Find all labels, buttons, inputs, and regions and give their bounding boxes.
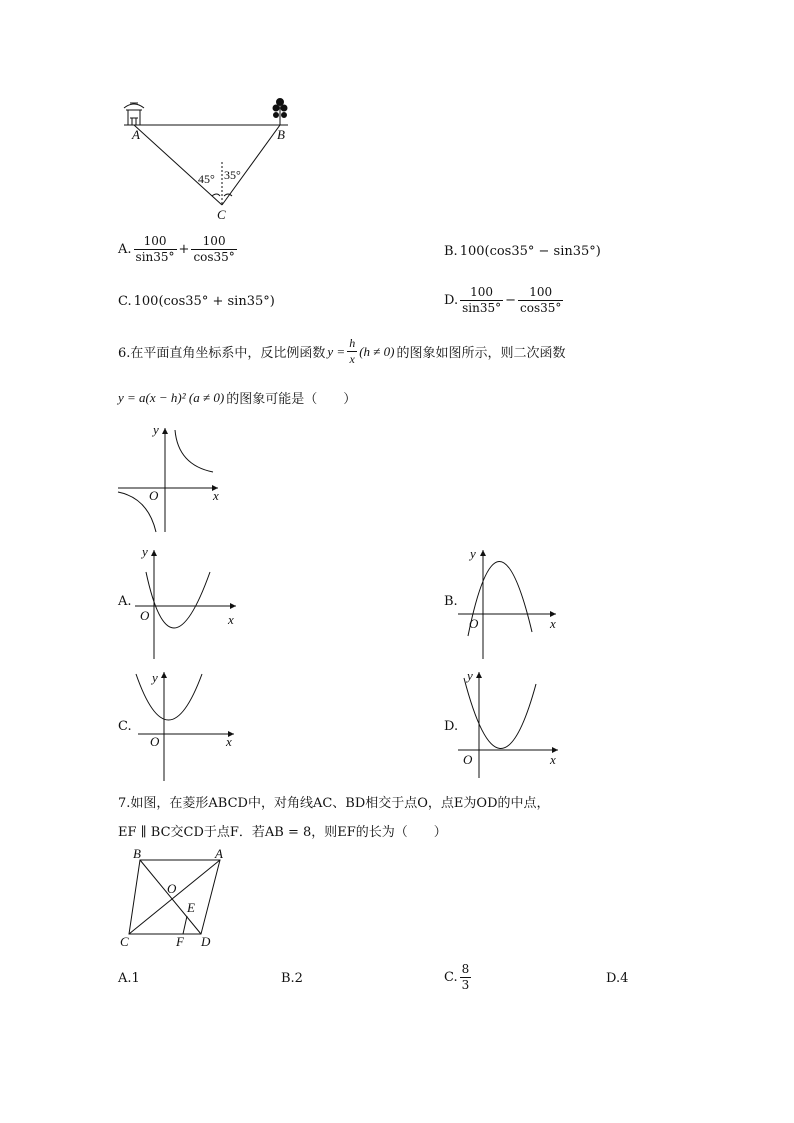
origin-label: O: [140, 608, 150, 623]
denominator: cos35°: [193, 250, 235, 264]
q5-label-b: B: [277, 127, 285, 142]
q6-hyperbola-graph: [118, 420, 228, 535]
line-bc: [222, 125, 280, 205]
vertex-a: A: [215, 846, 223, 861]
q6-option-c-graph: [130, 666, 245, 784]
option-letter: D.: [444, 293, 459, 308]
pavilion-icon: [124, 103, 144, 125]
q7-option-d: D.4: [606, 971, 629, 986]
origin-label: O: [150, 734, 160, 749]
q7-option-b: B.2: [281, 971, 303, 986]
numerator: 100: [191, 234, 236, 250]
q6-option-a-letter: A.: [118, 594, 132, 609]
fraction: [134, 234, 177, 265]
fraction: [460, 285, 503, 316]
fraction: [460, 962, 472, 993]
q7-rhombus-figure: [115, 846, 235, 951]
vertex-d: D: [201, 934, 211, 949]
point-o: O: [167, 881, 177, 896]
option-letter: C.: [444, 970, 458, 985]
q6-cond: (h ≠ 0): [359, 343, 395, 359]
q5-option-b: [444, 244, 601, 259]
q6-suffix: 的图象如图所示，则二次函数: [396, 346, 566, 361]
parabola: [146, 572, 210, 628]
q6-prefix: 6.在平面直角坐标系中，反比例函数: [118, 346, 326, 361]
operator: +: [178, 242, 190, 257]
diagonal-ac: [129, 860, 220, 934]
hyperbola-branch-1: [175, 430, 213, 472]
point-e: E: [187, 900, 195, 915]
q6-option-d-graph: [456, 666, 568, 784]
axis-x-label: x: [213, 488, 219, 503]
axis-y-label: y: [142, 544, 148, 559]
q6-line-2: [118, 388, 356, 407]
q7-option-a: A.1: [118, 971, 140, 986]
q6-suffix-2: 的图象可能是（ ）: [226, 392, 357, 407]
q7-option-c: [444, 962, 471, 993]
q7-line-2: EF ∥ BC交CD于点F．若AB = 8，则EF的长为（ ）: [118, 825, 447, 840]
q5-option-a: [118, 234, 237, 265]
origin-label: O: [469, 616, 479, 631]
fraction: [347, 336, 357, 367]
q5-option-d: [444, 285, 563, 316]
point-f: F: [176, 934, 184, 949]
fraction: [518, 285, 563, 316]
q5-label-c: C: [217, 207, 226, 222]
line-ac: [134, 125, 222, 205]
denominator: x: [349, 352, 355, 366]
option-letter: B.: [444, 244, 458, 259]
q6-option-b-letter: B.: [444, 594, 458, 609]
numerator: 100: [134, 234, 177, 250]
numerator: 100: [460, 285, 503, 301]
q6-option-a-graph: [130, 544, 245, 662]
origin-label: O: [463, 752, 473, 767]
q5-option-c: [118, 294, 275, 309]
axis-x-label: x: [550, 616, 556, 631]
tree-icon: [273, 99, 287, 126]
option-expr: 100(cos35° − sin35°): [459, 244, 601, 259]
q6-option-c-letter: C.: [118, 719, 132, 734]
parabola: [136, 674, 202, 720]
q5-figure: [110, 92, 310, 227]
diagonal-bd: [140, 860, 201, 934]
q5-angle-left: 45°: [198, 172, 215, 186]
parabola: [464, 678, 536, 749]
option-letter: A.: [118, 242, 132, 257]
denominator: 3: [461, 978, 470, 992]
denominator: cos35°: [520, 301, 562, 315]
fraction: [191, 234, 236, 265]
q6-quadratic: y = a(x − h)² (a ≠ 0): [118, 389, 225, 405]
q5-label-a: A: [132, 127, 140, 142]
q6-func-lhs: y =: [327, 343, 346, 359]
denominator: sin35°: [462, 301, 502, 315]
vertex-c: C: [120, 934, 129, 949]
q6-option-d-letter: D.: [444, 719, 459, 734]
numerator: 100: [518, 285, 563, 301]
axis-x-label: x: [228, 612, 234, 627]
axis-y-label: y: [152, 670, 158, 685]
q6-line-1: [118, 336, 566, 367]
operator: −: [505, 293, 516, 308]
q7-line-1: 7.如图，在菱形ABCD中，对角线AC、BD相交于点O，点E为OD的中点，: [118, 796, 550, 811]
numerator: h: [349, 336, 356, 350]
option-expr: 100(cos35° + sin35°): [133, 294, 275, 309]
axis-x-label: x: [550, 752, 556, 767]
option-letter: C.: [118, 294, 132, 309]
q5-angle-right: 35°: [224, 168, 241, 182]
denominator: sin35°: [135, 250, 175, 264]
q6-option-b-graph: [456, 544, 566, 662]
origin-label: O: [149, 488, 159, 503]
axis-x-label: x: [226, 734, 232, 749]
segment-ef: [183, 916, 187, 934]
axis-y-label: y: [467, 668, 473, 683]
numerator: 8: [461, 962, 470, 976]
axis-y-label: y: [470, 546, 476, 561]
vertex-b: B: [133, 846, 141, 861]
axis-y-label: y: [153, 422, 159, 437]
